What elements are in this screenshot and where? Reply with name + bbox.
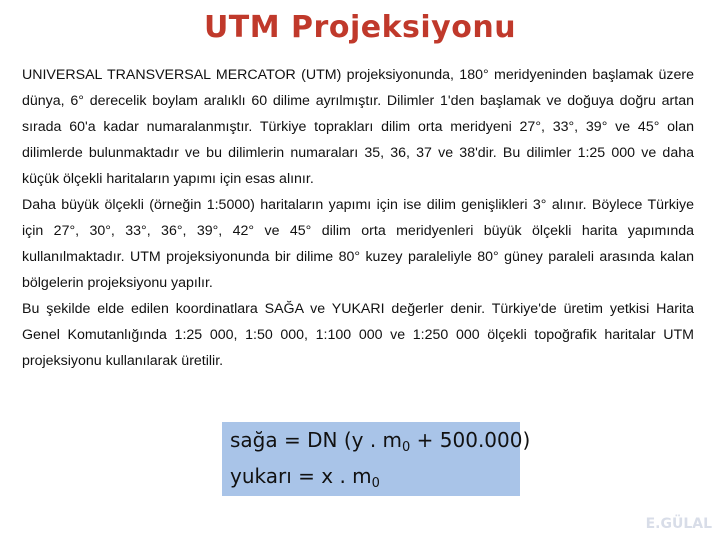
- page-title: UTM Projeksiyonu: [203, 10, 517, 45]
- author-watermark: E.GÜLAL: [645, 516, 712, 532]
- formula-yukari-subscript: 0: [371, 476, 380, 491]
- formula-yukari-text: yukarı = x . m: [230, 464, 372, 488]
- paragraph: UNIVERSAL TRANSVERSAL MERCATOR (UTM) projeksiyonunda, 180° meridyeninden başlamak üzere dünya, 6° derecelik boylam aralıklı 60 dilime ayrılmıştır. Dilimler 1'den başlamak ve doğuya doğru artan sırada 60'a kadar numaralanmıştır. Türkiye toprakları dilim orta meridyeni 27°, 33°, 39° ve 45° olan dilimlerde bulunmaktadır ve bu dilimlerin numaraları 35, 36, 37 ve 38'dir. Bu dilimler 1:25 000 ve daha küçük ölçekli haritaların yapımı için esas alınır.: [22, 67, 694, 187]
- paragraph: Bu şekilde elde edilen koordinatlara SAĞA ve YUKARI değerler denir. Türkiye'de üretim yetkisi Harita Genel Komutanlığında 1:25 000, 1:50 000, 1:100 000 ve 1:250 000 ölçekli topoğrafik haritalar UTM projeksiyonu kullanılarak üretilir.: [22, 301, 694, 369]
- formula-saga-subscript: 0: [402, 440, 411, 455]
- formula-saga-text: sağa = DN (y . m: [230, 428, 403, 452]
- body-text: [22, 62, 694, 374]
- formula-box: [222, 422, 531, 496]
- formula-yukari: [230, 464, 380, 491]
- paragraph: Daha büyük ölçekli (örneğin 1:5000) haritaların yapımı için ise dilim genişlikleri 3° alınır. Böylece Türkiye için 27°, 30°, 33°, 36°, 39°, 42° ve 45° dilim orta meridyenleri büyük ölçekli harita yapımında kullanılmaktadır. UTM projeksiyonunda bir dilime 80° kuzey paraleliyle 80° güney paraleli arasında kalan bölgelerin projeksiyonu yapılır.: [22, 197, 694, 291]
- formula-saga-tail: + 500.000): [410, 428, 531, 452]
- formula-saga: [230, 428, 530, 455]
